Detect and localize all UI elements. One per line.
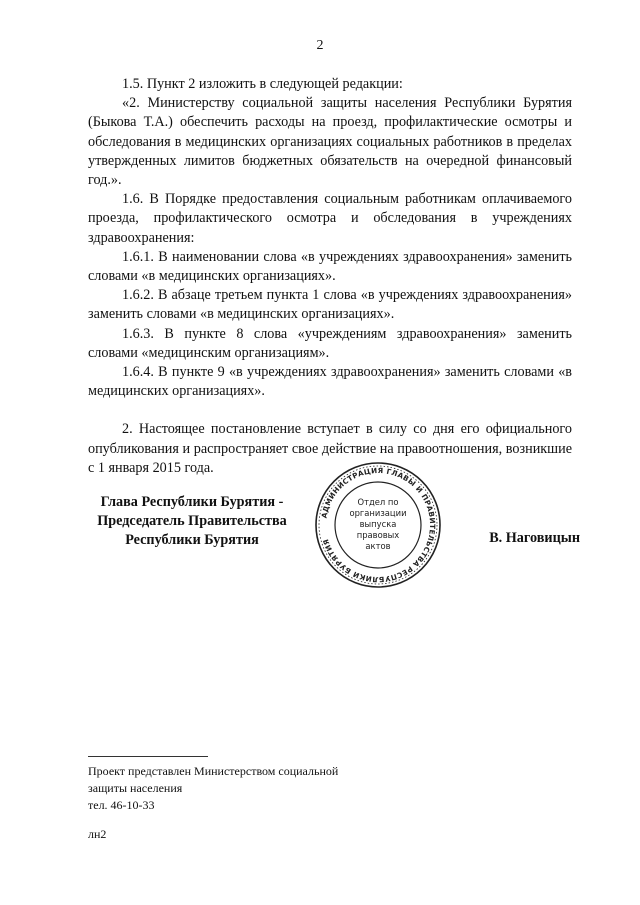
stamp-center-line: Отдел по (357, 497, 399, 507)
paragraph-1-6-1: 1.6.1. В наименовании слова «в учреждениях здравоохранения» заменить словами «в медицинских организациях». (88, 248, 572, 285)
stamp-ring-text: АДМИНИСТРАЦИЯ ГЛАВЫ И ПРАВИТЕЛЬСТВА РЕСПУБЛИКИ БУРЯТИЯ (319, 465, 438, 585)
paragraph-1-6-2: 1.6.2. В абзаце третьем пункта 1 слова «в учреждениях здравоохранения» заменить словами «в медицинских организациях». (88, 287, 572, 323)
stamp-center-line: организации (349, 508, 407, 518)
paragraph-1-6-3: 1.6.3. В пункте 8 слова «учреждениям здравоохранения» заменить словами «медицинским организациям». (88, 325, 572, 361)
document-body (88, 75, 572, 478)
file-code: лн2 (88, 827, 107, 841)
footnote-divider (88, 756, 208, 757)
paragraph-1-5: 1.5. Пункт 2 изложить в следующей редакции: (122, 76, 403, 92)
signatory-title (72, 493, 312, 550)
footnote-line: тел. 46-10-33 (88, 798, 155, 812)
signatory-title-line: Республики Бурятия (125, 532, 259, 548)
signatory-name: В. Наговицын (489, 530, 580, 546)
stamp-center-line: актов (365, 541, 391, 551)
paragraph-2-effective-date: 2. Настоящее постановление вступает в силу со дня его официального опубликования и распространяет свое действие на правоотношения, возникшие с 1 января 2015 года. (88, 421, 572, 476)
official-stamp (313, 460, 443, 590)
footnote-line: защиты населения (88, 781, 183, 795)
footnote (88, 763, 338, 814)
footnote-line: Проект представлен Министерством социальной (88, 764, 339, 778)
stamp-center-line: правовых (356, 530, 400, 540)
signatory-title-line: Председатель Правительства (97, 513, 287, 529)
signatory-title-line: Глава Республики Бурятия - (100, 494, 284, 510)
stamp-center-line: выпуска (359, 519, 397, 529)
paragraph-1-6: 1.6. В Порядке предоставления социальным работникам оплачиваемого проезда, профилактического осмотра и обследования в учреждениях здравоохранения: (88, 191, 572, 246)
page-number: 2 (316, 38, 324, 53)
paragraph-1-6-4: 1.6.4. В пункте 9 «в учреждениях здравоохранения» заменить словами «в медицинских организациях». (88, 364, 572, 400)
paragraph-amended-item-2: «2. Министерству социальной защиты населения Республики Бурятия (Быкова Т.А.) обеспечить расходы на проезд, профилактические осмотры и обследования в медицинских организациях социальных работников в пределах утвержденных лимитов бюджетных обязательств на очередной финансовый год.». (88, 95, 572, 189)
